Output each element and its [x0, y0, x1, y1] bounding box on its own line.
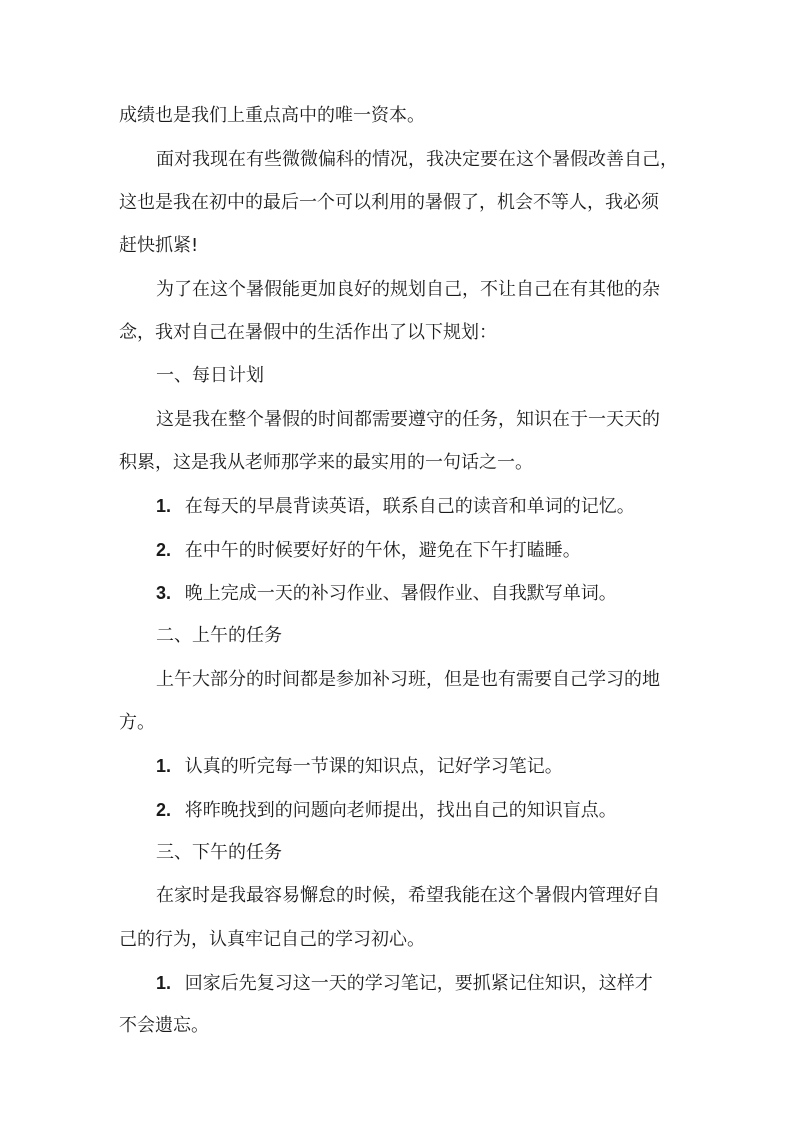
paragraph-line: 在家时是我最容易懈怠的时候，希望我能在这个暑假内管理好自 [156, 885, 660, 906]
list-number: 3. [156, 583, 172, 603]
paragraph-line: 不会遗忘。 [119, 1015, 209, 1036]
list-item-text: 晚上完成一天的补习作业、暑假作业、自我默写单词。 [184, 583, 617, 604]
list-number: 2. [156, 540, 172, 560]
list-number: 1. [156, 973, 172, 993]
list-item-text: 在每天的早晨背读英语，联系自己的读音和单词的记忆。 [184, 496, 635, 517]
paragraph-line: 这是我在整个暑假的时间都需要遵守的任务，知识在于一天天的 [156, 409, 660, 430]
paragraph-line: 这也是我在初中的最后一个可以利用的暑假了，机会不等人，我必须 [119, 192, 659, 213]
list-item [156, 971, 653, 995]
list-number: 1. [156, 756, 172, 776]
list-number: 2. [156, 800, 172, 820]
paragraph-line: 面对我现在有些微微偏科的情况，我决定要在这个暑假改善自己， [156, 149, 678, 170]
paragraph-line: 己的行为，认真牢记自己的学习初心。 [119, 929, 425, 950]
paragraph-line: 为了在这个暑假能更加良好的规划自己，不让自己在有其他的杂 [156, 279, 660, 300]
paragraph-line: 念，我对自己在暑假中的生活作出了以下规划： [119, 322, 497, 343]
list-item [156, 754, 563, 778]
list-item [156, 581, 617, 605]
list-item-text: 回家后先复习这一天的学习笔记，要抓紧记住知识，这样才 [184, 973, 653, 994]
list-item [156, 798, 617, 822]
paragraph-line: 赶快抓紧! [119, 235, 199, 256]
paragraph-line: 积累，这是我从老师那学来的最实用的一句话之一。 [119, 452, 533, 473]
section-heading: 二、上午的任务 [156, 625, 282, 646]
list-item [156, 538, 581, 562]
paragraph-line: 成绩也是我们上重点高中的唯一资本。 [119, 105, 425, 126]
section-heading: 三、下午的任务 [156, 842, 282, 863]
list-item [156, 494, 635, 518]
list-item-text: 认真的听完每一节课的知识点，记好学习笔记。 [184, 756, 563, 777]
section-heading: 一、每日计划 [156, 365, 264, 386]
list-number: 1. [156, 496, 172, 516]
list-item-text: 在中午的时候要好好的午休，避免在下午打瞌睡。 [184, 540, 581, 561]
paragraph-line: 方。 [119, 712, 155, 733]
paragraph-line: 上午大部分的时间都是参加补习班，但是也有需要自己学习的地 [156, 669, 660, 690]
list-item-text: 将昨晚找到的问题向老师提出，找出自己的知识盲点。 [184, 800, 617, 821]
